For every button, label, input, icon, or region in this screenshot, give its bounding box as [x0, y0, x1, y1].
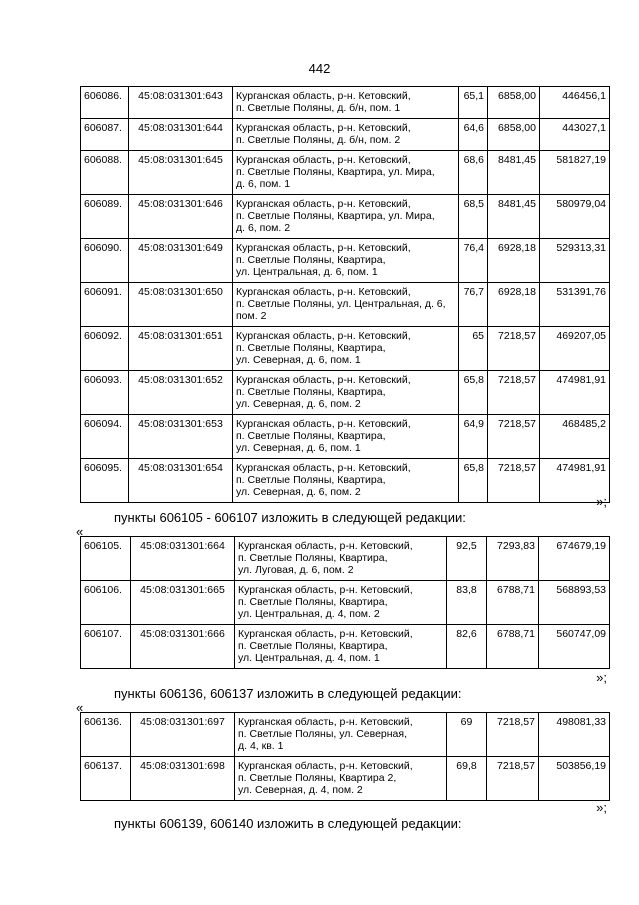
address-line: ул. Северная, д. 6, пом. 1 [236, 354, 361, 366]
area-cell: 64,6 [459, 119, 488, 151]
table-row [81, 283, 610, 327]
cadastral-number-cell: 45:08:031301:664 [131, 537, 235, 581]
area-cell: 68,5 [459, 195, 488, 239]
area-cell: 68,6 [459, 151, 488, 195]
rate-cell: 7218,57 [487, 757, 539, 801]
item-number-cell: 606106. [81, 581, 131, 625]
address-line: п. Светлые Поляны, ул. Центральная, д. 6, [236, 298, 446, 310]
property-table-3 [80, 712, 610, 801]
instruction-text: пункты 606139, 606140 изложить в следующей редакции: [114, 816, 462, 831]
area-cell: 65,8 [459, 459, 488, 503]
rate-cell: 7293,83 [487, 537, 539, 581]
address-line: ул. Центральная, д. 4, пом. 2 [238, 608, 380, 620]
address-cell [235, 757, 447, 801]
rate-cell: 7218,57 [488, 415, 540, 459]
value-cell: 474981,91 [540, 371, 610, 415]
address-line: пом. 2 [236, 310, 267, 322]
property-table-1 [80, 86, 610, 503]
table-row [81, 327, 610, 371]
table-row [81, 371, 610, 415]
address-line: Курганская область, р-н. Кетовский, [236, 418, 411, 430]
item-number-cell: 606088. [81, 151, 129, 195]
address-cell [235, 713, 447, 757]
opening-quote: « [76, 700, 84, 715]
area-cell: 69 [447, 713, 487, 757]
address-line: п. Светлые Поляны, Квартира 2, [238, 772, 397, 784]
address-line: ул. Северная, д. 6, пом. 2 [236, 398, 361, 410]
address-line: Курганская область, р-н. Кетовский, [238, 628, 413, 640]
cadastral-number-cell: 45:08:031301:646 [129, 195, 233, 239]
rate-cell: 7218,57 [488, 327, 540, 371]
address-cell [233, 327, 459, 371]
rate-cell: 7218,57 [488, 459, 540, 503]
address-line: п. Светлые Поляны, ул. Северная, [238, 728, 407, 740]
cadastral-number-cell: 45:08:031301:654 [129, 459, 233, 503]
value-cell: 560747,09 [539, 625, 610, 669]
address-line: ул. Северная, д. 6, пом. 2 [236, 486, 361, 498]
address-cell [235, 581, 447, 625]
address-line: Курганская область, р-н. Кетовский, [236, 462, 411, 474]
area-cell: 92,5 [447, 537, 487, 581]
area-cell: 65,1 [459, 87, 488, 119]
address-line: п. Светлые Поляны, Квартира, [238, 640, 388, 652]
rate-cell: 6928,18 [488, 283, 540, 327]
cadastral-number-cell: 45:08:031301:643 [129, 87, 233, 119]
value-cell: 446456,1 [540, 87, 610, 119]
table-row [81, 239, 610, 283]
address-cell [233, 459, 459, 503]
item-number-cell: 606093. [81, 371, 129, 415]
address-line: Курганская область, р-н. Кетовский, [236, 286, 411, 298]
cadastral-number-cell: 45:08:031301:697 [131, 713, 235, 757]
address-line: п. Светлые Поляны, д. б/н, пом. 2 [236, 134, 401, 146]
address-line: Курганская область, р-н. Кетовский, [236, 330, 411, 342]
rate-cell: 6858,00 [488, 87, 540, 119]
cadastral-number-cell: 45:08:031301:698 [131, 757, 235, 801]
address-line: Курганская область, р-н. Кетовский, [236, 198, 411, 210]
table-row [81, 195, 610, 239]
address-line: д. 4, кв. 1 [238, 740, 284, 752]
address-line: Курганская область, р-н. Кетовский, [236, 242, 411, 254]
area-cell: 69,8 [447, 757, 487, 801]
item-number-cell: 606095. [81, 459, 129, 503]
value-cell: 468485,2 [540, 415, 610, 459]
address-line: д. 6, пом. 2 [236, 222, 291, 234]
rate-cell: 8481,45 [488, 195, 540, 239]
table-row [81, 415, 610, 459]
rate-cell: 8481,45 [488, 151, 540, 195]
rate-cell: 6928,18 [488, 239, 540, 283]
area-cell: 83,8 [447, 581, 487, 625]
table-row [81, 757, 610, 801]
address-cell [233, 195, 459, 239]
closing-quote: »; [596, 494, 607, 509]
item-number-cell: 606091. [81, 283, 129, 327]
address-cell [233, 371, 459, 415]
address-line: Курганская область, р-н. Кетовский, [238, 760, 413, 772]
address-line: Курганская область, р-н. Кетовский, [236, 122, 411, 134]
page-number: 442 [308, 61, 331, 76]
closing-quote: »; [596, 670, 607, 685]
address-line: Курганская область, р-н. Кетовский, [236, 374, 411, 386]
cadastral-number-cell: 45:08:031301:665 [131, 581, 235, 625]
area-cell: 76,4 [459, 239, 488, 283]
address-cell [235, 537, 447, 581]
address-line: п. Светлые Поляны, Квартира, ул. Мира, [236, 210, 435, 222]
address-line: Курганская область, р-н. Кетовский, [238, 540, 413, 552]
address-line: п. Светлые Поляны, Квартира, [238, 596, 388, 608]
instruction-text: пункты 606136, 606137 изложить в следующей редакции: [114, 686, 462, 701]
rate-cell: 6858,00 [488, 119, 540, 151]
value-cell: 443027,1 [540, 119, 610, 151]
table-row [81, 625, 610, 669]
cadastral-number-cell: 45:08:031301:653 [129, 415, 233, 459]
address-line: п. Светлые Поляны, Квартира, [238, 552, 388, 564]
item-number-cell: 606092. [81, 327, 129, 371]
value-cell: 529313,31 [540, 239, 610, 283]
value-cell: 581827,19 [540, 151, 610, 195]
address-cell [235, 625, 447, 669]
address-line: п. Светлые Поляны, Квартира, [236, 254, 386, 266]
cadastral-number-cell: 45:08:031301:650 [129, 283, 233, 327]
address-line: п. Светлые Поляны, Квартира, [236, 430, 386, 442]
value-cell: 474981,91 [540, 459, 610, 503]
address-line: п. Светлые Поляны, д. б/н, пом. 1 [236, 102, 401, 114]
address-line: ул. Луговая, д. 6, пом. 2 [238, 564, 354, 576]
item-number-cell: 606105. [81, 537, 131, 581]
address-line: д. 6, пом. 1 [236, 178, 291, 190]
item-number-cell: 606094. [81, 415, 129, 459]
cadastral-number-cell: 45:08:031301:652 [129, 371, 233, 415]
item-number-cell: 606136. [81, 713, 131, 757]
address-cell [233, 87, 459, 119]
cadastral-number-cell: 45:08:031301:651 [129, 327, 233, 371]
item-number-cell: 606137. [81, 757, 131, 801]
address-line: Курганская область, р-н. Кетовский, [238, 716, 413, 728]
cadastral-number-cell: 45:08:031301:666 [131, 625, 235, 669]
value-cell: 531391,76 [540, 283, 610, 327]
area-cell: 82,6 [447, 625, 487, 669]
address-line: ул. Северная, д. 6, пом. 1 [236, 442, 361, 454]
address-line: ул. Центральная, д. 6, пом. 1 [236, 266, 378, 278]
cadastral-number-cell: 45:08:031301:649 [129, 239, 233, 283]
value-cell: 498081,33 [539, 713, 610, 757]
address-cell [233, 239, 459, 283]
value-cell: 568893,53 [539, 581, 610, 625]
item-number-cell: 606086. [81, 87, 129, 119]
address-line: Курганская область, р-н. Кетовский, [236, 154, 411, 166]
opening-quote: « [76, 524, 84, 539]
cadastral-number-cell: 45:08:031301:644 [129, 119, 233, 151]
rate-cell: 7218,57 [488, 371, 540, 415]
value-cell: 469207,05 [540, 327, 610, 371]
address-line: Курганская область, р-н. Кетовский, [236, 90, 411, 102]
address-cell [233, 119, 459, 151]
area-cell: 76,7 [459, 283, 488, 327]
cadastral-number-cell: 45:08:031301:645 [129, 151, 233, 195]
area-cell: 64,9 [459, 415, 488, 459]
area-cell: 65 [459, 327, 488, 371]
value-cell: 674679,19 [539, 537, 610, 581]
item-number-cell: 606089. [81, 195, 129, 239]
address-cell [233, 415, 459, 459]
item-number-cell: 606090. [81, 239, 129, 283]
area-cell: 65,8 [459, 371, 488, 415]
rate-cell: 6788,71 [487, 581, 539, 625]
address-line: п. Светлые Поляны, Квартира, [236, 386, 386, 398]
property-table-2 [80, 536, 610, 669]
address-line: п. Светлые Поляны, Квартира, [236, 342, 386, 354]
address-line: п. Светлые Поляны, Квартира, [236, 474, 386, 486]
instruction-text: пункты 606105 - 606107 изложить в следующей редакции: [114, 510, 466, 525]
address-line: Курганская область, р-н. Кетовский, [238, 584, 413, 596]
rate-cell: 7218,57 [487, 713, 539, 757]
address-line: ул. Центральная, д. 4, пом. 1 [238, 652, 380, 664]
address-cell [233, 151, 459, 195]
table-row [81, 119, 610, 151]
table-row [81, 581, 610, 625]
value-cell: 580979,04 [540, 195, 610, 239]
rate-cell: 6788,71 [487, 625, 539, 669]
item-number-cell: 606107. [81, 625, 131, 669]
value-cell: 503856,19 [539, 757, 610, 801]
table-row [81, 151, 610, 195]
closing-quote: »; [596, 800, 607, 815]
address-cell [233, 283, 459, 327]
table-row [81, 459, 610, 503]
address-line: ул. Северная, д. 4, пом. 2 [238, 784, 363, 796]
table-row [81, 713, 610, 757]
table-row [81, 87, 610, 119]
item-number-cell: 606087. [81, 119, 129, 151]
address-line: п. Светлые Поляны, Квартира, ул. Мира, [236, 166, 435, 178]
table-row [81, 537, 610, 581]
